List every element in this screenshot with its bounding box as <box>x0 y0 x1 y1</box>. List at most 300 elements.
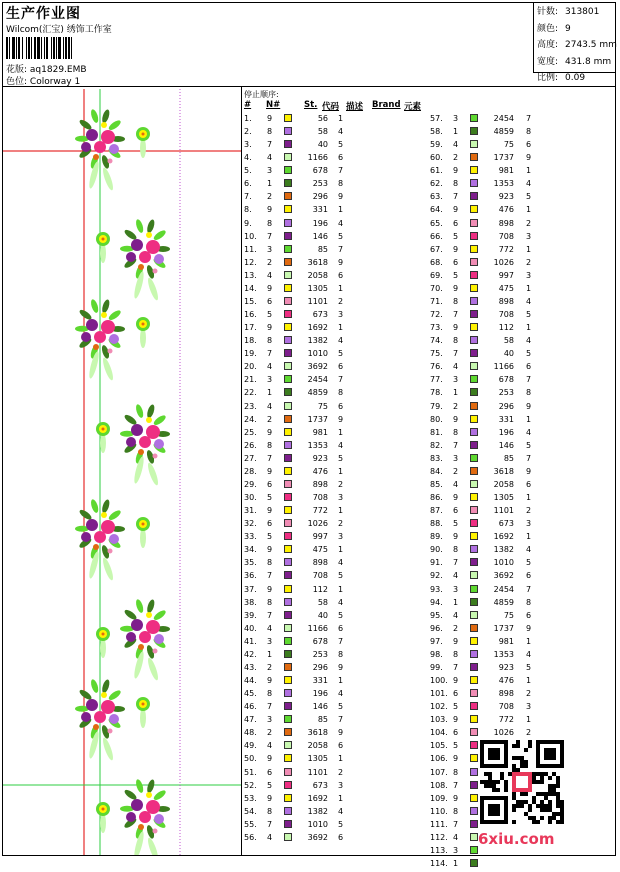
row-number: 54. <box>244 806 257 816</box>
color-swatch <box>470 715 478 723</box>
table-row <box>244 284 428 297</box>
row-number: 78. <box>430 388 443 398</box>
row-number: 66. <box>430 231 443 241</box>
table-row <box>430 362 540 375</box>
color-swatch <box>284 428 292 436</box>
row-element: 9 <box>526 466 532 476</box>
row-stitches: 981 <box>312 427 328 437</box>
color-swatch <box>284 349 292 357</box>
table-row <box>244 323 428 336</box>
table-row <box>430 467 540 480</box>
table-row <box>430 571 540 584</box>
row-needle: 8 <box>453 806 459 816</box>
row-element: 4 <box>338 336 344 346</box>
row-element: 6 <box>338 362 344 372</box>
row-number: 86. <box>430 493 443 503</box>
row-needle: 7 <box>453 819 459 829</box>
table-row <box>244 598 428 611</box>
row-number: 71. <box>430 296 443 306</box>
color-swatch <box>470 271 478 279</box>
row-stitches: 898 <box>312 479 328 489</box>
table-row <box>244 271 428 284</box>
color-swatch <box>470 336 478 344</box>
row-needle: 8 <box>453 427 459 437</box>
row-element: 4 <box>526 296 532 306</box>
row-element: 5 <box>526 662 532 672</box>
table-row <box>244 624 428 637</box>
row-needle: 4 <box>453 140 459 150</box>
row-element: 1 <box>526 205 532 215</box>
color-swatch <box>284 820 292 828</box>
row-stitches: 40 <box>317 140 328 150</box>
row-needle: 9 <box>453 205 459 215</box>
row-number: 77. <box>430 375 443 385</box>
row-stitches: 85 <box>317 244 328 254</box>
row-needle: 4 <box>267 623 273 633</box>
row-stitches: 146 <box>312 231 328 241</box>
color-swatch <box>470 689 478 697</box>
row-element: 8 <box>526 127 532 137</box>
color-swatch <box>470 219 478 227</box>
row-needle: 4 <box>453 832 459 842</box>
table-row <box>430 114 540 127</box>
row-number: 69. <box>430 270 443 280</box>
row-number: 70. <box>430 283 443 293</box>
row-needle: 7 <box>267 231 273 241</box>
row-stitches: 4859 <box>493 597 514 607</box>
row-needle: 6 <box>453 728 459 738</box>
color-swatch <box>284 689 292 697</box>
row-number: 29. <box>244 479 257 489</box>
row-needle: 6 <box>453 506 459 516</box>
color-swatch <box>284 310 292 318</box>
row-needle: 7 <box>453 310 459 320</box>
row-number: 89. <box>430 532 443 542</box>
row-number: 11. <box>244 244 257 254</box>
table-row <box>244 179 428 192</box>
color-swatch <box>284 754 292 762</box>
table-row <box>430 506 540 519</box>
row-number: 48. <box>244 728 257 738</box>
row-number: 94. <box>430 597 443 607</box>
table-row <box>430 663 540 676</box>
row-number: 97. <box>430 636 443 646</box>
table-row <box>430 153 540 166</box>
row-needle: 3 <box>453 453 459 463</box>
header-divider <box>2 86 616 87</box>
col-header-needle: N# <box>266 100 281 110</box>
row-stitches: 678 <box>312 166 328 176</box>
color-swatch <box>284 663 292 671</box>
row-element: 8 <box>526 597 532 607</box>
row-stitches: 997 <box>312 532 328 542</box>
row-number: 3. <box>244 140 252 150</box>
row-stitches: 923 <box>312 453 328 463</box>
row-needle: 8 <box>267 218 273 228</box>
row-number: 61. <box>430 166 443 176</box>
row-needle: 6 <box>453 257 459 267</box>
table-row <box>244 349 428 362</box>
row-number: 103. <box>430 715 448 725</box>
row-number: 68. <box>430 257 443 267</box>
row-number: 51. <box>244 767 257 777</box>
row-number: 56. <box>244 832 257 842</box>
embroidery-design-preview <box>3 89 241 855</box>
table-row <box>244 532 428 545</box>
row-number: 82. <box>430 440 443 450</box>
row-element: 3 <box>338 780 344 790</box>
row-element: 5 <box>338 571 344 581</box>
table-row <box>430 375 540 388</box>
row-needle: 5 <box>267 493 273 503</box>
row-element: 4 <box>338 689 344 699</box>
row-element: 1 <box>338 205 344 215</box>
table-row <box>430 258 540 271</box>
row-number: 2. <box>244 127 252 137</box>
table-row <box>244 245 428 258</box>
color-swatch <box>284 362 292 370</box>
color-swatch <box>284 807 292 815</box>
color-swatch <box>470 611 478 619</box>
row-stitches: 1353 <box>493 179 514 189</box>
row-stitches: 1737 <box>493 153 514 163</box>
row-number: 58. <box>430 127 443 137</box>
table-row <box>430 388 540 401</box>
row-stitches: 146 <box>498 440 514 450</box>
row-number: 75. <box>430 349 443 359</box>
table-row <box>430 179 540 192</box>
row-number: 102. <box>430 702 448 712</box>
table-row <box>244 728 428 741</box>
color-swatch <box>284 585 292 593</box>
row-element: 3 <box>338 532 344 542</box>
row-needle: 8 <box>453 179 459 189</box>
row-needle: 8 <box>267 127 273 137</box>
row-stitches: 673 <box>312 310 328 320</box>
row-number: 52. <box>244 780 257 790</box>
row-number: 41. <box>244 636 257 646</box>
row-number: 114. <box>430 858 448 868</box>
row-stitches: 196 <box>498 427 514 437</box>
row-needle: 9 <box>267 466 273 476</box>
row-number: 17. <box>244 323 257 333</box>
design-file-label: 花版: <box>6 65 28 75</box>
color-swatch <box>470 153 478 161</box>
row-stitches: 1026 <box>493 257 514 267</box>
row-element: 3 <box>338 493 344 503</box>
row-element: 6 <box>338 401 344 411</box>
row-number: 80. <box>430 414 443 424</box>
row-element: 2 <box>526 728 532 738</box>
row-number: 55. <box>244 819 257 829</box>
row-needle: 4 <box>267 401 273 411</box>
color-swatch <box>284 454 292 462</box>
row-element: 1 <box>526 532 532 542</box>
row-stitches: 2454 <box>307 375 328 385</box>
row-element: 8 <box>338 388 344 398</box>
color-swatch <box>470 820 478 828</box>
row-needle: 4 <box>453 571 459 581</box>
table-row <box>430 219 540 232</box>
design-stats <box>537 4 617 87</box>
color-swatch <box>470 402 478 410</box>
row-stitches: 331 <box>312 676 328 685</box>
table-row <box>430 284 540 297</box>
row-needle: 4 <box>267 741 273 751</box>
table-row <box>430 624 540 637</box>
color-swatch <box>470 284 478 292</box>
row-needle: 8 <box>267 558 273 568</box>
row-needle: 7 <box>453 662 459 672</box>
table-row <box>244 833 428 846</box>
row-stitches: 1010 <box>493 558 514 568</box>
row-needle: 9 <box>267 676 273 685</box>
col-header-element: 元素 <box>404 102 422 112</box>
color-swatch <box>470 598 478 606</box>
color-swatch <box>284 258 292 266</box>
row-needle: 9 <box>267 205 273 215</box>
color-swatch <box>284 768 292 776</box>
row-needle: 5 <box>453 702 459 712</box>
row-number: 81. <box>430 427 443 437</box>
row-stitches: 4859 <box>493 127 514 137</box>
row-stitches: 58 <box>503 336 514 346</box>
row-needle: 7 <box>267 702 273 712</box>
table-row <box>244 428 428 441</box>
page-title: 生产作业图 <box>6 6 81 22</box>
row-element: 1 <box>526 676 532 685</box>
color-swatch <box>284 728 292 736</box>
row-number: 26. <box>244 440 257 450</box>
row-needle: 7 <box>267 610 273 620</box>
table-row <box>430 598 540 611</box>
row-element: 6 <box>526 610 532 620</box>
color-swatch <box>470 859 478 867</box>
watermark-text: 6xiu.com <box>478 830 555 848</box>
table-row <box>244 114 428 127</box>
row-needle: 4 <box>267 153 273 163</box>
row-number: 57. <box>430 114 443 123</box>
row-number: 18. <box>244 336 257 346</box>
row-element: 7 <box>338 715 344 725</box>
row-element: 9 <box>338 728 344 738</box>
color-swatch <box>470 558 478 566</box>
row-element: 5 <box>526 310 532 320</box>
row-stitches: 772 <box>498 715 514 725</box>
row-element: 2 <box>338 296 344 306</box>
row-number: 90. <box>430 545 443 555</box>
color-swatch <box>470 441 478 449</box>
row-element: 9 <box>338 414 344 424</box>
row-needle: 9 <box>453 414 459 424</box>
table-row <box>244 741 428 754</box>
table-row <box>244 375 428 388</box>
row-needle: 9 <box>453 754 459 764</box>
table-row <box>430 192 540 205</box>
row-needle: 3 <box>453 375 459 385</box>
row-number: 85. <box>430 479 443 489</box>
row-stitches: 1026 <box>493 728 514 738</box>
row-element: 4 <box>338 127 344 137</box>
row-element: 2 <box>338 479 344 489</box>
row-stitches: 3618 <box>307 257 328 267</box>
row-element: 4 <box>526 179 532 189</box>
row-stitches: 476 <box>498 205 514 215</box>
color-swatch <box>284 297 292 305</box>
row-needle: 5 <box>267 532 273 542</box>
color-swatch <box>284 323 292 331</box>
row-number: 79. <box>430 401 443 411</box>
row-element: 1 <box>526 244 532 254</box>
row-element: 7 <box>338 375 344 385</box>
row-needle: 8 <box>453 336 459 346</box>
row-stitches: 56 <box>317 114 328 123</box>
row-stitches: 772 <box>498 244 514 254</box>
row-stitches: 678 <box>498 375 514 385</box>
row-stitches: 1166 <box>307 153 328 163</box>
color-swatch <box>284 415 292 423</box>
color-swatch <box>470 741 478 749</box>
row-needle: 1 <box>267 179 273 189</box>
row-element: 4 <box>338 806 344 816</box>
color-swatch <box>284 493 292 501</box>
stat-stitches: 针数: 313801 <box>537 7 600 17</box>
colorway-value: Colorway 1 <box>29 77 81 87</box>
row-number: 83. <box>430 453 443 463</box>
row-element: 6 <box>526 479 532 489</box>
row-element: 1 <box>338 584 344 594</box>
table-row <box>244 140 428 153</box>
row-stitches: 2058 <box>493 479 514 489</box>
row-element: 2 <box>338 767 344 777</box>
row-element: 1 <box>526 166 532 176</box>
table-row <box>244 794 428 807</box>
row-stitches: 196 <box>312 218 328 228</box>
row-number: 108. <box>430 780 448 790</box>
row-needle: 5 <box>453 519 459 529</box>
row-number: 111. <box>430 819 448 829</box>
color-swatch <box>284 166 292 174</box>
table-row <box>244 611 428 624</box>
row-stitches: 253 <box>498 388 514 398</box>
color-swatch <box>470 428 478 436</box>
row-needle: 2 <box>267 192 273 202</box>
table-row <box>244 480 428 493</box>
row-number: 99. <box>430 662 443 672</box>
row-needle: 6 <box>453 218 459 228</box>
color-swatch <box>470 166 478 174</box>
row-number: 95. <box>430 610 443 620</box>
color-swatch <box>470 807 478 815</box>
table-row <box>244 454 428 467</box>
row-stitches: 708 <box>498 702 514 712</box>
row-number: 1. <box>244 114 252 123</box>
table-row <box>430 454 540 467</box>
row-number: 88. <box>430 519 443 529</box>
color-swatch <box>470 702 478 710</box>
color-swatch <box>470 375 478 383</box>
color-swatch <box>470 205 478 213</box>
row-needle: 7 <box>453 440 459 450</box>
row-needle: 6 <box>267 479 273 489</box>
row-number: 27. <box>244 453 257 463</box>
table-row <box>430 441 540 454</box>
row-number: 109. <box>430 793 448 803</box>
row-element: 1 <box>338 793 344 803</box>
row-needle: 6 <box>453 689 459 699</box>
row-needle: 4 <box>267 362 273 372</box>
color-swatch <box>470 140 478 148</box>
row-number: 91. <box>430 558 443 568</box>
row-needle: 8 <box>267 336 273 346</box>
row-stitches: 981 <box>498 636 514 646</box>
row-needle: 3 <box>267 244 273 254</box>
row-stitches: 331 <box>498 414 514 424</box>
row-number: 31. <box>244 506 257 516</box>
row-element: 4 <box>338 558 344 568</box>
table-row <box>244 768 428 781</box>
color-swatch <box>470 728 478 736</box>
row-element: 1 <box>338 545 344 555</box>
row-needle: 8 <box>267 806 273 816</box>
color-swatch <box>284 532 292 540</box>
row-needle: 7 <box>453 349 459 359</box>
row-element: 9 <box>526 623 532 633</box>
color-swatch <box>284 375 292 383</box>
table-row <box>430 545 540 558</box>
table-row <box>244 219 428 232</box>
row-number: 50. <box>244 754 257 764</box>
row-element: 6 <box>526 571 532 581</box>
row-needle: 5 <box>453 741 459 751</box>
color-swatch <box>470 297 478 305</box>
row-number: 101. <box>430 689 448 699</box>
row-element: 9 <box>338 257 344 267</box>
row-needle: 8 <box>453 649 459 659</box>
row-stitches: 476 <box>312 466 328 476</box>
row-needle: 1 <box>267 388 273 398</box>
stat-scale: 比例: 0.09 <box>537 73 586 83</box>
table-row <box>244 650 428 663</box>
row-number: 47. <box>244 715 257 725</box>
row-element: 8 <box>338 649 344 659</box>
row-number: 98. <box>430 649 443 659</box>
row-element: 8 <box>526 388 532 398</box>
design-file-value: aq1829.EMB <box>29 65 87 75</box>
color-swatch <box>470 519 478 527</box>
row-stitches: 1026 <box>307 519 328 529</box>
table-row <box>430 558 540 571</box>
row-number: 107. <box>430 767 448 777</box>
row-needle: 9 <box>453 793 459 803</box>
color-swatch <box>470 415 478 423</box>
row-element: 7 <box>526 375 532 385</box>
row-stitches: 708 <box>312 493 328 503</box>
color-swatch <box>470 637 478 645</box>
color-swatch <box>470 650 478 658</box>
row-needle: 2 <box>453 623 459 633</box>
row-needle: 7 <box>453 558 459 568</box>
table-row <box>430 245 540 258</box>
stat-height: 高度: 2743.5 mm <box>537 40 617 50</box>
color-swatch <box>284 179 292 187</box>
table-row <box>430 205 540 218</box>
row-stitches: 1305 <box>493 493 514 503</box>
color-swatch <box>284 611 292 619</box>
row-number: 33. <box>244 532 257 542</box>
row-number: 106. <box>430 754 448 764</box>
row-needle: 2 <box>453 466 459 476</box>
